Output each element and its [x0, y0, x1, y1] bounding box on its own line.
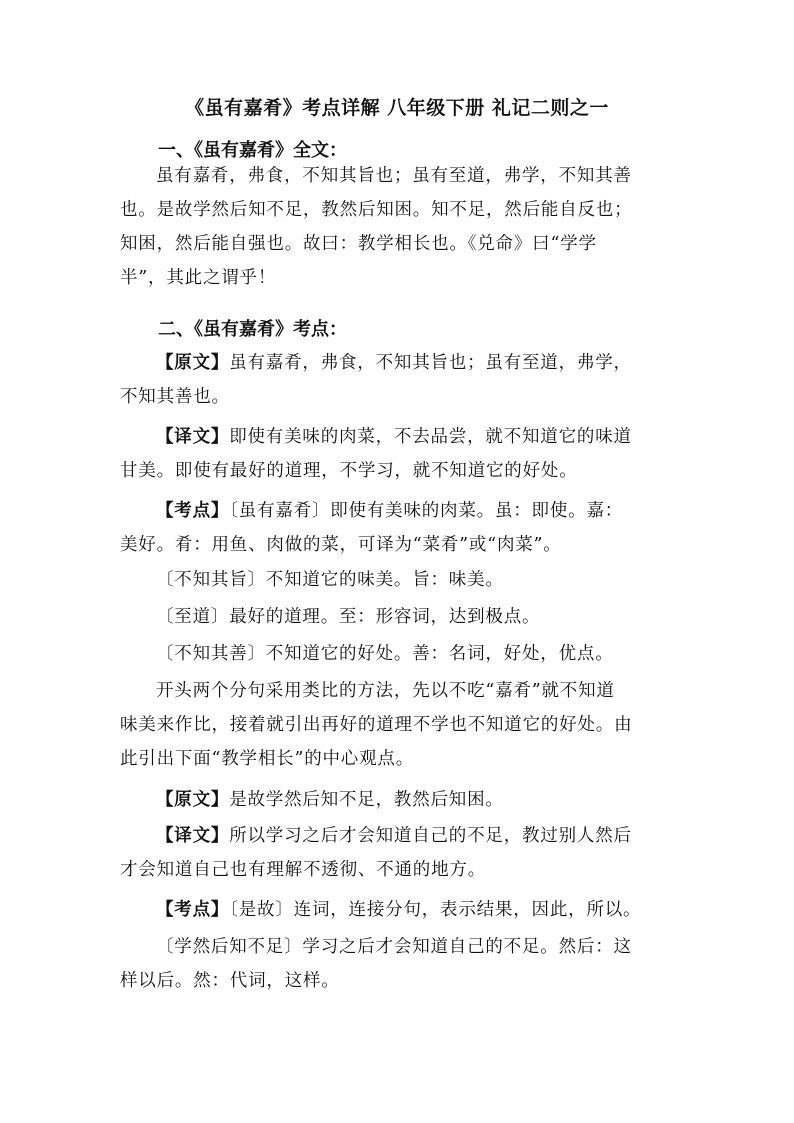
original-text-line: 虽有嘉肴，弗食，不知其旨也；虽有至道，弗学，	[229, 353, 632, 373]
original-text-line: 是故学然后知不足，教然后知困。	[229, 790, 504, 810]
full-text-line: 知困，然后能自强也。故曰：教学相长也。《兑命》曰“学学	[120, 234, 597, 254]
full-text-line: 也。是故学然后知不足，教然后知困。知不足，然后能自反也；	[120, 200, 633, 220]
section-heading-key-points: 二、《虽有嘉肴》考点：	[158, 319, 347, 340]
annotation-zhi: 〔不知其旨〕不知道它的味美。旨：味美。	[156, 570, 504, 590]
full-text-line: 半”，其此之谓乎！	[120, 268, 277, 288]
key-point-label: 【考点】	[156, 501, 230, 521]
analysis-line: 开头两个分句采用类比的方法，先以不吃“嘉肴”就不知道	[156, 681, 615, 701]
translation-line: 即使有美味的肉菜，不去品尝，就不知道它的味道	[229, 427, 632, 447]
analysis-paragraph	[120, 674, 677, 776]
original-text-line: 不知其善也。	[120, 387, 230, 407]
original-text-label: 【原文】	[156, 790, 230, 810]
translation-line: 所以学习之后才会知道自己的不足，教过别人然后	[229, 826, 632, 846]
section-heading-full-text: 一、《虽有嘉肴》全文：	[158, 140, 347, 161]
annotation-zhidao: 〔至道〕最好的道理。至：形容词，达到极点。	[156, 607, 541, 627]
translation-label: 【译文】	[156, 826, 230, 846]
key-point-paragraph-2	[120, 893, 677, 927]
analysis-line: 味美来作比，接着就引出再好的道理不学也不知道它的好处。由	[120, 715, 633, 735]
annotation-xue: 〔学然后知不足〕学习之后才会知道自己的不足。然后：这 样以后。然：代词，这样。	[120, 937, 632, 991]
document-title: 《虽有嘉肴》考点详解 八年级下册 礼记二则之一	[185, 97, 609, 119]
full-text-line: 虽有嘉肴，弗食，不知其旨也；虽有至道，弗学，不知其善	[156, 166, 632, 186]
key-point-label: 【考点】	[156, 900, 230, 920]
analysis-line: 此引出下面“教学相长”的中心观点。	[120, 749, 414, 769]
translation-label: 【译文】	[156, 427, 230, 447]
translation-paragraph	[120, 420, 677, 488]
original-text-paragraph-2	[120, 783, 677, 817]
annotation-shan: 〔不知其善〕不知道它的好处。善：名词，好处，优点。	[156, 644, 614, 664]
key-point-paragraph	[120, 494, 677, 562]
translation-line: 甘美。即使有最好的道理，不学习，就不知道它的好处。	[120, 461, 578, 481]
translation-line: 才会知道自己也有理解不透彻、不通的地方。	[120, 860, 486, 880]
original-text-paragraph	[120, 346, 677, 414]
key-point-line: 〔虽有嘉肴〕即使有美味的肉菜。虽：即使。嘉：	[229, 501, 624, 521]
translation-paragraph-2	[120, 819, 677, 887]
key-point-line: 〔是故〕连词，连接分句，表示结果，因此，所以。	[229, 900, 642, 920]
full-text-paragraph	[120, 159, 677, 295]
key-point-line: 美好。肴：用鱼、肉做的菜，可译为“菜肴”或“肉菜”。	[120, 535, 562, 555]
original-text-label: 【原文】	[156, 353, 230, 373]
